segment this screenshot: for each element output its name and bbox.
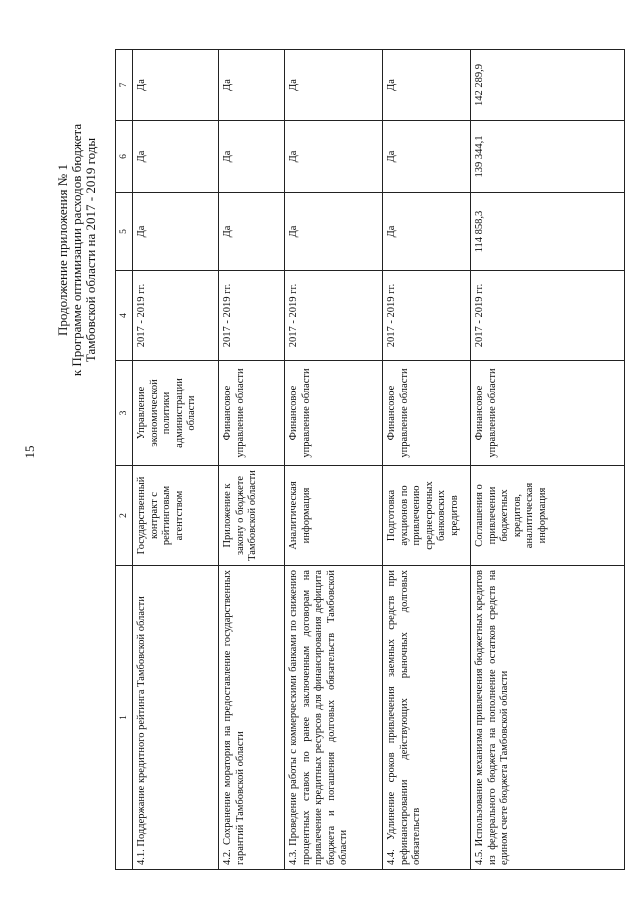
document-cell: Подготовка аукционов по привлечению среднесрочных банковских кредитов <box>383 466 471 566</box>
value-2017-cell: Да <box>383 193 471 271</box>
measures-table <box>115 49 625 870</box>
table-row <box>285 50 383 870</box>
value-2017-cell: Да <box>133 193 219 271</box>
column-number: 1 <box>116 566 133 870</box>
page-number: 15 <box>22 445 37 459</box>
column-number: 5 <box>116 193 133 271</box>
column-number: 3 <box>116 361 133 466</box>
responsible-cell: Финансовое управление области <box>471 361 625 466</box>
column-number: 2 <box>116 466 133 566</box>
document-cell: Государственный контракт с рейтинговым агентством <box>133 466 219 566</box>
period-cell: 2017 - 2019 гг. <box>285 271 383 361</box>
period-cell: 2017 - 2019 гг. <box>383 271 471 361</box>
value-2018-cell: Да <box>383 121 471 193</box>
value-2019-cell: Да <box>383 50 471 121</box>
table-row <box>133 50 219 870</box>
value-2018-cell: Да <box>219 121 285 193</box>
measure-cell: 4.2. Сохранение моратория на предоставление государственных гарантий Тамбовской области <box>219 566 285 870</box>
table-row <box>219 50 285 870</box>
appendix-heading <box>56 35 98 465</box>
value-2019-cell: 142 289,9 <box>471 50 625 121</box>
measure-cell: 4.4. Удлинение сроков привлечения заемных средств при рефинансировании действующих рыночных долговых обязательств <box>383 566 471 870</box>
period-cell: 2017 - 2019 гг. <box>219 271 285 361</box>
column-number: 6 <box>116 121 133 193</box>
column-number-row <box>116 50 133 870</box>
responsible-cell: Финансовое управление области <box>383 361 471 466</box>
value-2017-cell: Да <box>285 193 383 271</box>
value-2018-cell: 139 344,1 <box>471 121 625 193</box>
value-2019-cell: Да <box>285 50 383 121</box>
column-number: 7 <box>116 50 133 121</box>
measure-cell: 4.5. Использование механизма привлечения бюджетных кредитов из федерального бюджета на пополнение остатков средств на едином счете бюджета Тамбовской области <box>471 566 625 870</box>
heading-line-2: к Программе оптимизации расходов бюджета <box>69 123 84 377</box>
responsible-cell: Финансовое управление области <box>285 361 383 466</box>
responsible-cell: Финансовое управление области <box>219 361 285 466</box>
value-2018-cell: Да <box>285 121 383 193</box>
value-2018-cell: Да <box>133 121 219 193</box>
measure-cell: 4.3. Проведение работы с коммерческими банками по снижению процентных ставок по ранее заключенным договорам на привлечение кредитных ресурсов для финансирования дефицита бюджета и погашения долговых обязательств Тамбовской области <box>285 566 383 870</box>
heading-line-1: Продолжение приложения № 1 <box>55 164 70 336</box>
table-row <box>383 50 471 870</box>
document-cell: Приложение к закону о бюджете Тамбовской области <box>219 466 285 566</box>
document-cell: Аналитическая информация <box>285 466 383 566</box>
period-cell: 2017 - 2019 гг. <box>133 271 219 361</box>
value-2019-cell: Да <box>133 50 219 121</box>
document-cell: Соглашения о привлечении бюджетных кредитов, аналитическая информация <box>471 466 625 566</box>
table-row <box>471 50 625 870</box>
responsible-cell: Управление экономической политики администрации области <box>133 361 219 466</box>
value-2017-cell: 114 858,3 <box>471 193 625 271</box>
value-2019-cell: Да <box>219 50 285 121</box>
value-2017-cell: Да <box>219 193 285 271</box>
measure-cell: 4.1. Поддержание кредитного рейтинга Тамбовской области <box>133 566 219 870</box>
column-number: 4 <box>116 271 133 361</box>
rotated-page-content <box>0 15 640 890</box>
period-cell: 2017 - 2019 гг. <box>471 271 625 361</box>
heading-line-3: Тамбовской области на 2017 - 2019 годы <box>83 137 98 363</box>
